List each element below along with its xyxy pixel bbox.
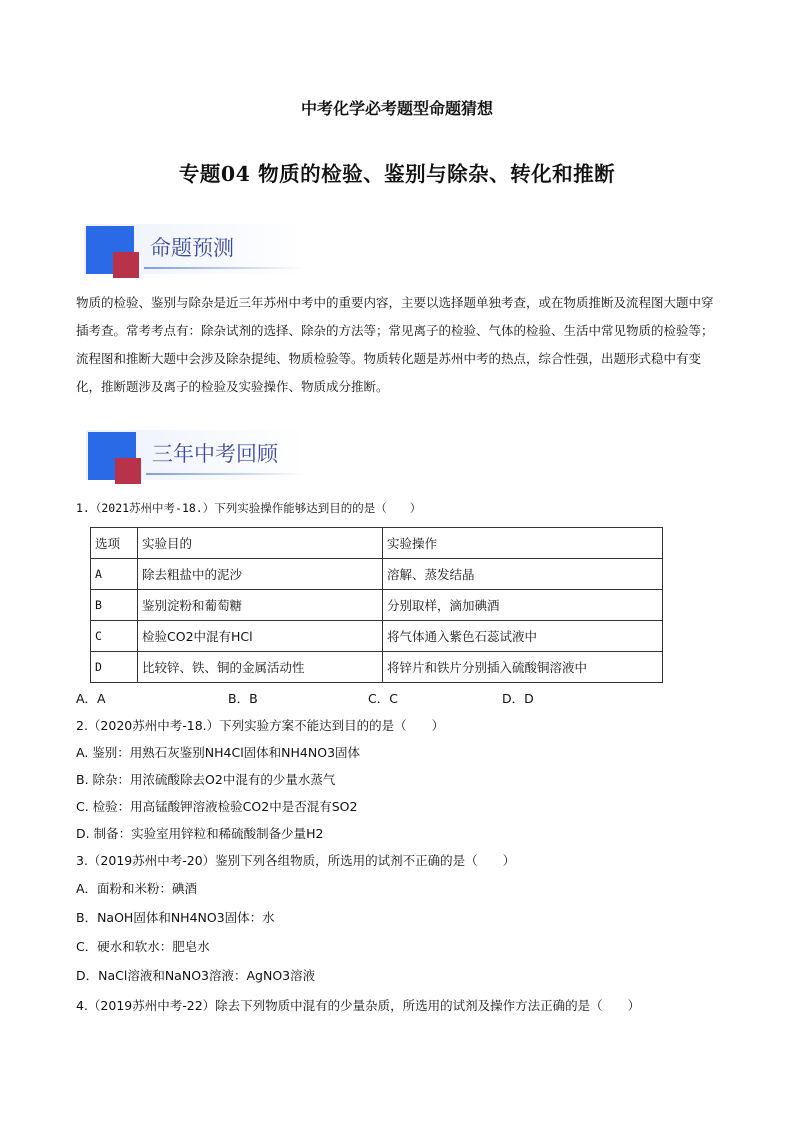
table-cell: 将气体通入紫色石蕊试液中 bbox=[383, 621, 663, 652]
question-4-stem: 4.（2019苏州中考-22）除去下列物质中混有的少量杂质，所选用的试剂及操作方法正确的是（ ） bbox=[76, 998, 641, 1013]
section-title-prediction: 命题预测 bbox=[150, 236, 234, 260]
prediction-paragraph: 物质的检验、鉴别与除杂是近三年苏州中考中的重要内容，主要以选择题单独考查，或在物质推断及流程图大题中穿插考查。常考考点有：除杂试剂的选择、除杂的方法等；常见离子的检验、气体的检验、生活中常见物质的检验等；流程图和推断大题中会涉及除杂提纯、物质检验等。物质转化题是苏州中考的热点，综合性强，出题形式稳中有变化，推断题涉及离子的检验及实验操作、物质成分推断。 bbox=[76, 295, 714, 394]
question-1-choice-b: B．B bbox=[228, 691, 258, 706]
table-cell: 分别取样，滴加碘酒 bbox=[383, 590, 663, 621]
question-1-stem: 1.（2021苏州中考-18.）下列实验操作能够达到目的的是（ ） bbox=[76, 501, 422, 515]
table-row bbox=[91, 590, 663, 621]
table-row bbox=[91, 621, 663, 652]
table-cell: D bbox=[91, 652, 138, 683]
document-title: 中考化学必考题型命题猜想 bbox=[300, 99, 493, 118]
table-cell: 鉴别淀粉和葡萄糖 bbox=[138, 590, 383, 621]
question-3-option-c: C．硬水和软水：肥皂水 bbox=[76, 939, 210, 954]
table-cell: 比较锌、铁、铜的金属活动性 bbox=[138, 652, 383, 683]
table-header-cell: 实验操作 bbox=[383, 528, 663, 559]
table-cell: 溶解、蒸发结晶 bbox=[383, 559, 663, 590]
section-banner-review bbox=[80, 428, 310, 488]
question-2-stem: 2.（2020苏州中考-18.）下列实验方案不能达到目的的是（ ） bbox=[76, 718, 445, 733]
topic-title: 专题04 物质的检验、鉴别与除杂、转化和推断 bbox=[178, 162, 616, 186]
banner-red-square-icon bbox=[113, 252, 139, 278]
table-cell: 将锌片和铁片分别插入硫酸铜溶液中 bbox=[383, 652, 663, 683]
table-cell: 检验CO2中混有HCl bbox=[138, 621, 383, 652]
table-row bbox=[91, 652, 663, 683]
section-banner-prediction bbox=[78, 222, 308, 282]
table-header-cell: 实验目的 bbox=[138, 528, 383, 559]
question-1-choice-a: A．A bbox=[76, 691, 106, 706]
section-title-review: 三年中考回顾 bbox=[152, 442, 278, 466]
table-header-cell: 选项 bbox=[91, 528, 138, 559]
table-cell: 除去粗盐中的泥沙 bbox=[138, 559, 383, 590]
table-cell: C bbox=[91, 621, 138, 652]
question-3-option-d: D．NaCl溶液和NaNO3溶液：AgNO3溶液 bbox=[76, 968, 316, 983]
table-cell: B bbox=[91, 590, 138, 621]
question-2-option-a: A. 鉴别：用熟石灰鉴别NH4Cl固体和NH4NO3固体 bbox=[76, 745, 361, 760]
question-3-option-a: A．面粉和米粉：碘酒 bbox=[76, 881, 198, 896]
question-1-choice-c: C．C bbox=[368, 691, 398, 706]
table-row bbox=[91, 559, 663, 590]
banner-red-square-icon bbox=[115, 458, 141, 484]
question-3-option-b: B．NaOH固体和NH4NO3固体：水 bbox=[76, 910, 275, 925]
question-2-option-c: C. 检验：用高锰酸钾溶液检验CO2中是否混有SO2 bbox=[76, 799, 358, 814]
question-1-choice-d: D．D bbox=[502, 691, 534, 706]
question-3-stem: 3.（2019苏州中考-20）鉴别下列各组物质，所选用的试剂不正确的是（ ） bbox=[76, 853, 516, 868]
table-header-row bbox=[91, 528, 663, 559]
table-cell: A bbox=[91, 559, 138, 590]
question-1-table bbox=[90, 527, 663, 683]
question-2-option-d: D. 制备：实验室用锌粒和稀硫酸制备少量H2 bbox=[76, 826, 324, 841]
question-2-option-b: B. 除杂：用浓硫酸除去O2中混有的少量水蒸气 bbox=[76, 772, 336, 787]
